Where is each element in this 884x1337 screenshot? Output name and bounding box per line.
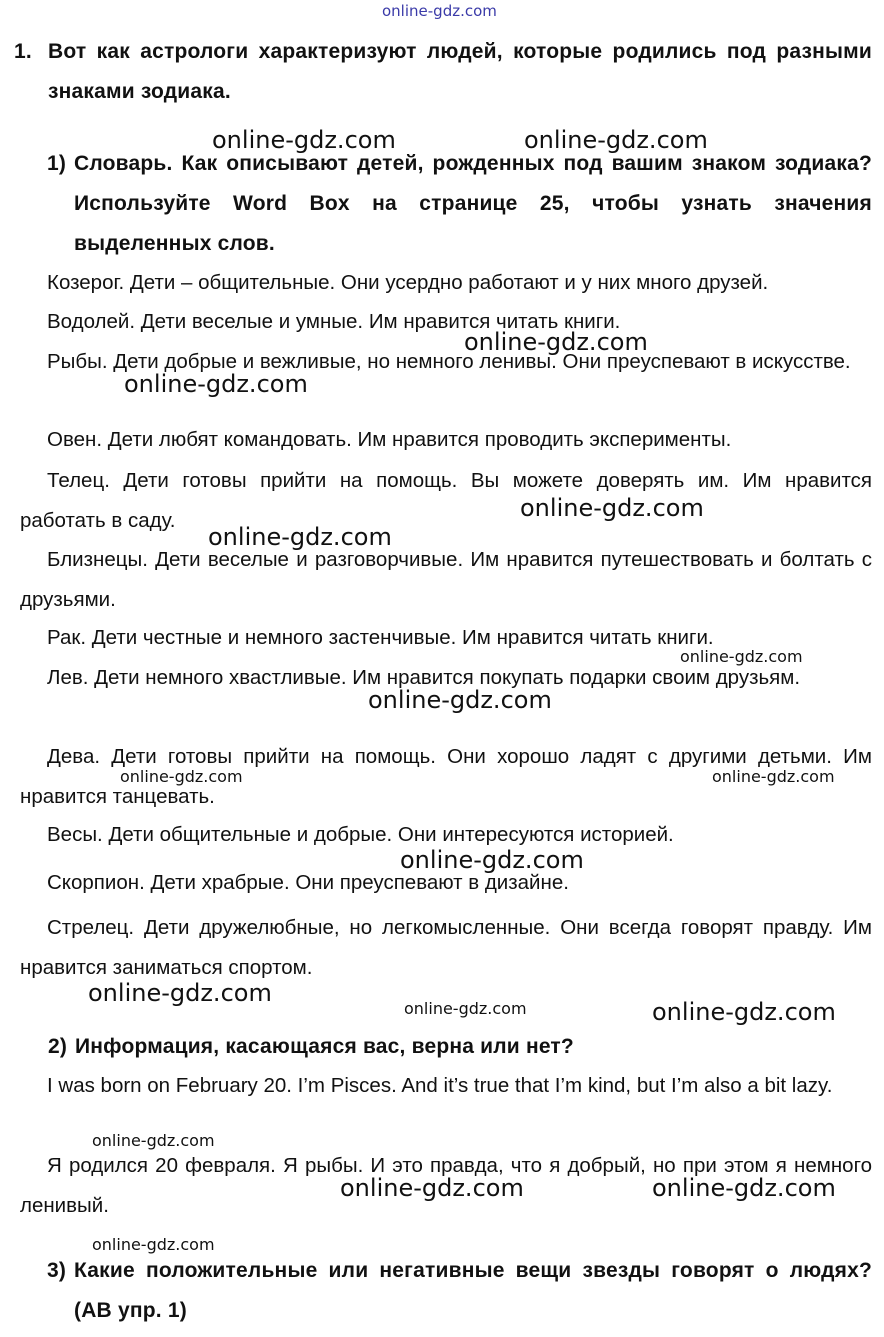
watermark: online-gdz.com [124, 370, 308, 398]
watermark: online-gdz.com [712, 767, 835, 786]
sign-libra: Весы. Дети общительные и добрые. Они интересуются историей. [47, 823, 674, 846]
sign-pisces: Рыбы. Дети добрые и вежливые, но немного ленивы. Они преуспевают в искусстве. [47, 350, 851, 373]
subtask-text: Словарь. Как описывают детей, рожденных под вашим знаком зодиака? Используйте Word Box на странице 25, чтобы узнать значения выделенных слов. [74, 152, 872, 255]
watermark: online-gdz.com [652, 1174, 836, 1202]
subtask-text: Какие положительные или негативные вещи звезды говорят о людях? (АВ упр. 1) [74, 1259, 872, 1322]
sign-cancer: Рак. Дети честные и немного застенчивые. Им нравится читать книги. [47, 626, 714, 649]
watermark: online-gdz.com [92, 1131, 215, 1150]
watermark: online-gdz.com [520, 494, 704, 522]
watermark: online-gdz.com [340, 1174, 524, 1202]
task-number: 1. [14, 40, 32, 63]
sign-gemini: Близнецы. Дети веселые и разговорчивые. Им нравится путешествовать и болтать с друзьями. [20, 548, 872, 611]
watermark-top: online-gdz.com [382, 2, 497, 20]
watermark: online-gdz.com [212, 126, 396, 154]
sign-capricorn: Козерог. Дети – общительные. Они усердно работают и у них много друзей. [47, 271, 769, 294]
watermark: online-gdz.com [680, 647, 803, 666]
watermark: online-gdz.com [464, 328, 648, 356]
subtask-1-heading [47, 144, 872, 264]
watermark: online-gdz.com [400, 846, 584, 874]
sign-virgo: Дева. Дети готовы прийти на помощь. Они хорошо ладят с другими детьми. Им нравится танцевать. [20, 745, 872, 808]
watermark: online-gdz.com [208, 523, 392, 551]
subtask-number: 1) [47, 152, 67, 175]
watermark: online-gdz.com [652, 998, 836, 1026]
task-1-heading [14, 32, 872, 112]
watermark: online-gdz.com [524, 126, 708, 154]
watermark: online-gdz.com [368, 686, 552, 714]
watermark: online-gdz.com [88, 979, 272, 1007]
sign-taurus: Телец. Дети готовы прийти на помощь. Вы можете доверять им. Им нравится работать в саду. [20, 469, 872, 532]
subtask-number: 3) [47, 1259, 67, 1282]
subtask-2-heading [48, 1031, 865, 1063]
sign-leo: Лев. Дети немного хвастливые. Им нравится покупать подарки своим друзьям. [47, 666, 801, 689]
sign-aquarius: Водолей. Дети веселые и умные. Им нравится читать книги. [47, 310, 621, 333]
subtask-text: Информация, касающаяся вас, верна или нет? [75, 1035, 574, 1058]
watermark: online-gdz.com [92, 1235, 215, 1254]
watermark: online-gdz.com [120, 767, 243, 786]
sign-scorpio: Скорпион. Дети храбрые. Они преуспевают в дизайне. [47, 871, 569, 894]
subtask-number: 2) [48, 1035, 68, 1058]
watermark: online-gdz.com [404, 999, 527, 1018]
sign-aries: Овен. Дети любят командовать. Им нравится проводить эксперименты. [47, 428, 732, 451]
task-text: Вот как астрологи характеризуют людей, которые родились под разными знаками зодиака. [48, 40, 872, 103]
answer-english: I was born on February 20. I’m Pisces. And it’s true that I’m kind, but I’m also a bit lazy. [47, 1074, 833, 1097]
sign-sagittarius: Стрелец. Дети дружелюбные, но легкомысленные. Они всегда говорят правду. Им нравится заниматься спортом. [20, 916, 872, 979]
subtask-3-heading [47, 1251, 872, 1331]
answer-russian: Я родился 20 февраля. Я рыбы. И это правда, что я добрый, но при этом я немного ленивый. [20, 1154, 872, 1217]
